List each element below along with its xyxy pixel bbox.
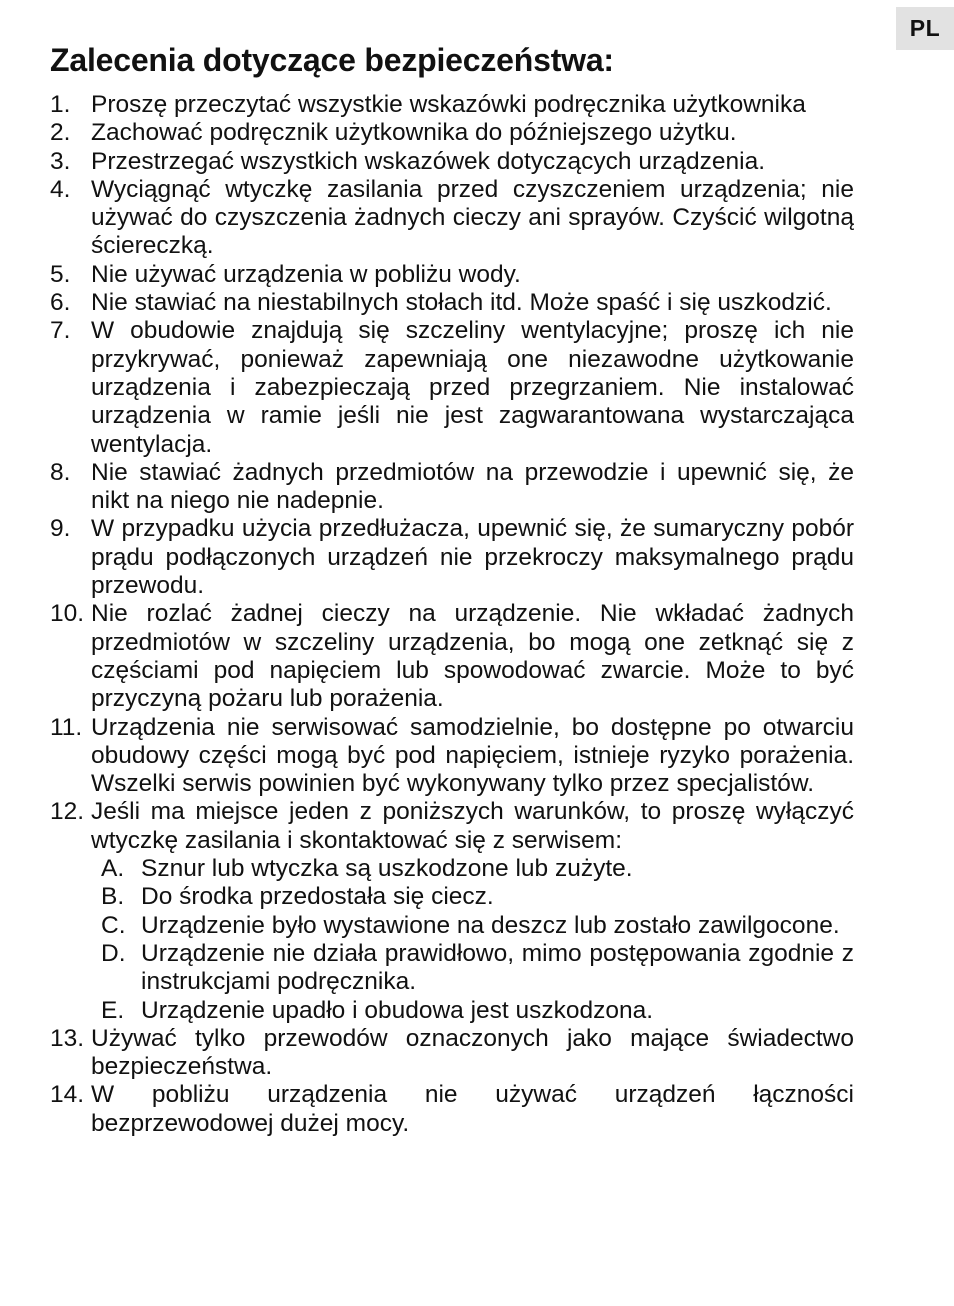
list-item — [50, 317, 854, 458]
item-text: Używać tylko przewodów oznaczonych jako mające świadectwo bezpieczeństwa. — [91, 1024, 854, 1081]
sublist-item — [91, 940, 854, 997]
sub-letter: E. — [101, 996, 125, 1024]
list-item — [50, 148, 854, 176]
item-text: Zachować podręcznik użytkownika do późniejszego użytku. — [91, 119, 737, 147]
list-item — [50, 1081, 854, 1138]
list-item — [50, 1025, 854, 1082]
sub-text: Urządzenie upadło i obudowa jest uszkodzona. — [141, 996, 654, 1024]
language-label: PL — [909, 15, 941, 41]
item-text: Proszę przeczytać wszystkie wskazówki podręcznika użytkownika — [91, 91, 806, 118]
sublist-item — [91, 997, 854, 1025]
item-number: 10. — [50, 600, 85, 628]
item-text: Urządzenia nie serwisować samodzielnie, bo dostępne po otwarciu obudowy części mogą być pod napięciem, istnieje ryzyko porażenia. Wszelki serwis powinien być wykonywany tylko przez specjalistów. — [91, 713, 854, 798]
sub-text: Urządzenie było wystawione na deszcz lub zostało zawilgocone. — [141, 911, 840, 939]
condition-sublist — [91, 855, 854, 1025]
page-title: Zalecenia dotyczące bezpieczeństwa: — [50, 42, 614, 78]
sublist-item — [91, 855, 854, 883]
item-number: 1. — [50, 91, 71, 118]
sublist-item — [91, 883, 854, 911]
item-number: 4. — [50, 175, 71, 203]
item-text: Jeśli ma miejsce jeden z poniższych warunków, to proszę wyłączyć wtyczkę zasilania i skontaktować się z serwisem: — [91, 798, 854, 854]
item-text: Przestrzegać wszystkich wskazówek dotyczących urządzenia. — [91, 147, 766, 175]
sub-letter: A. — [101, 855, 125, 883]
item-text: Nie stawiać żadnych przedmiotów na przewodzie i upewnić się, że nikt na niego nie nadepnie. — [91, 458, 854, 515]
sub-letter: B. — [101, 883, 125, 911]
item-number: 9. — [50, 515, 71, 543]
item-text: Nie używać urządzenia w pobliżu wody. — [91, 260, 521, 288]
safety-list — [50, 91, 854, 1138]
item-text: W pobliżu urządzenia nie używać urządzeń łączności bezprzewodowej dużej mocy. — [91, 1081, 854, 1137]
list-item — [50, 459, 854, 516]
item-text: Nie rozlać żadnej cieczy na urządzenie. Nie wkładać żadnych przedmiotów w szczeliny urządzenia, bo mogą one zetknąć się z częściami pod napięciem lub spowodować zwarcie. Może to być przyczyną pożaru lub porażenia. — [91, 600, 854, 713]
list-item — [50, 600, 854, 713]
item-number: 13. — [50, 1024, 85, 1052]
item-number: 14. — [50, 1081, 85, 1109]
item-text: W przypadku użycia przedłużacza, upewnić się, że sumaryczny pobór prądu podłączonych urządzeń nie przekroczy maksymalnego prądu przewodu. — [91, 515, 854, 600]
list-item — [50, 515, 854, 600]
item-text: Wyciągnąć wtyczkę zasilania przed czyszczeniem urządzenia; nie używać do czyszczenia żadnych cieczy ani sprayów. Czyścić wilgotną ściereczką. — [91, 175, 854, 260]
language-tab — [896, 7, 954, 50]
sub-letter: D. — [101, 939, 126, 967]
sub-letter: C. — [101, 911, 126, 939]
item-text: W obudowie znajdują się szczeliny wentylacyjne; proszę ich nie przykrywać, ponieważ zapewniają one niezawodne użytkowanie urządzenia i zabezpieczają przed przegrzaniem. Nie instalować urządzenia w ramie jeśli nie jest zagwarantowana wystarczająca wentylacja. — [91, 317, 854, 458]
list-item — [50, 289, 854, 317]
list-item — [50, 714, 854, 799]
item-number: 7. — [50, 317, 71, 345]
item-number: 12. — [50, 798, 85, 826]
item-number: 2. — [50, 119, 71, 147]
item-text: Nie stawiać na niestabilnych stołach itd. Może spaść i się uszkodzić. — [91, 289, 832, 317]
item-number: 8. — [50, 458, 71, 486]
list-item — [50, 91, 854, 119]
sublist-item — [91, 912, 854, 940]
item-number: 11. — [50, 713, 83, 741]
list-item — [50, 176, 854, 261]
sub-text: Sznur lub wtyczka są uszkodzone lub zużyte. — [141, 855, 633, 883]
item-number: 6. — [50, 289, 71, 317]
list-item — [50, 119, 854, 147]
list-item — [50, 261, 854, 289]
list-item — [50, 798, 854, 1024]
sub-text: Urządzenie nie działa prawidłowo, mimo postępowania zgodnie z instrukcjami podręcznika. — [141, 939, 854, 996]
item-number: 5. — [50, 260, 71, 288]
item-number: 3. — [50, 147, 71, 175]
sub-text: Do środka przedostała się ciecz. — [141, 883, 494, 911]
